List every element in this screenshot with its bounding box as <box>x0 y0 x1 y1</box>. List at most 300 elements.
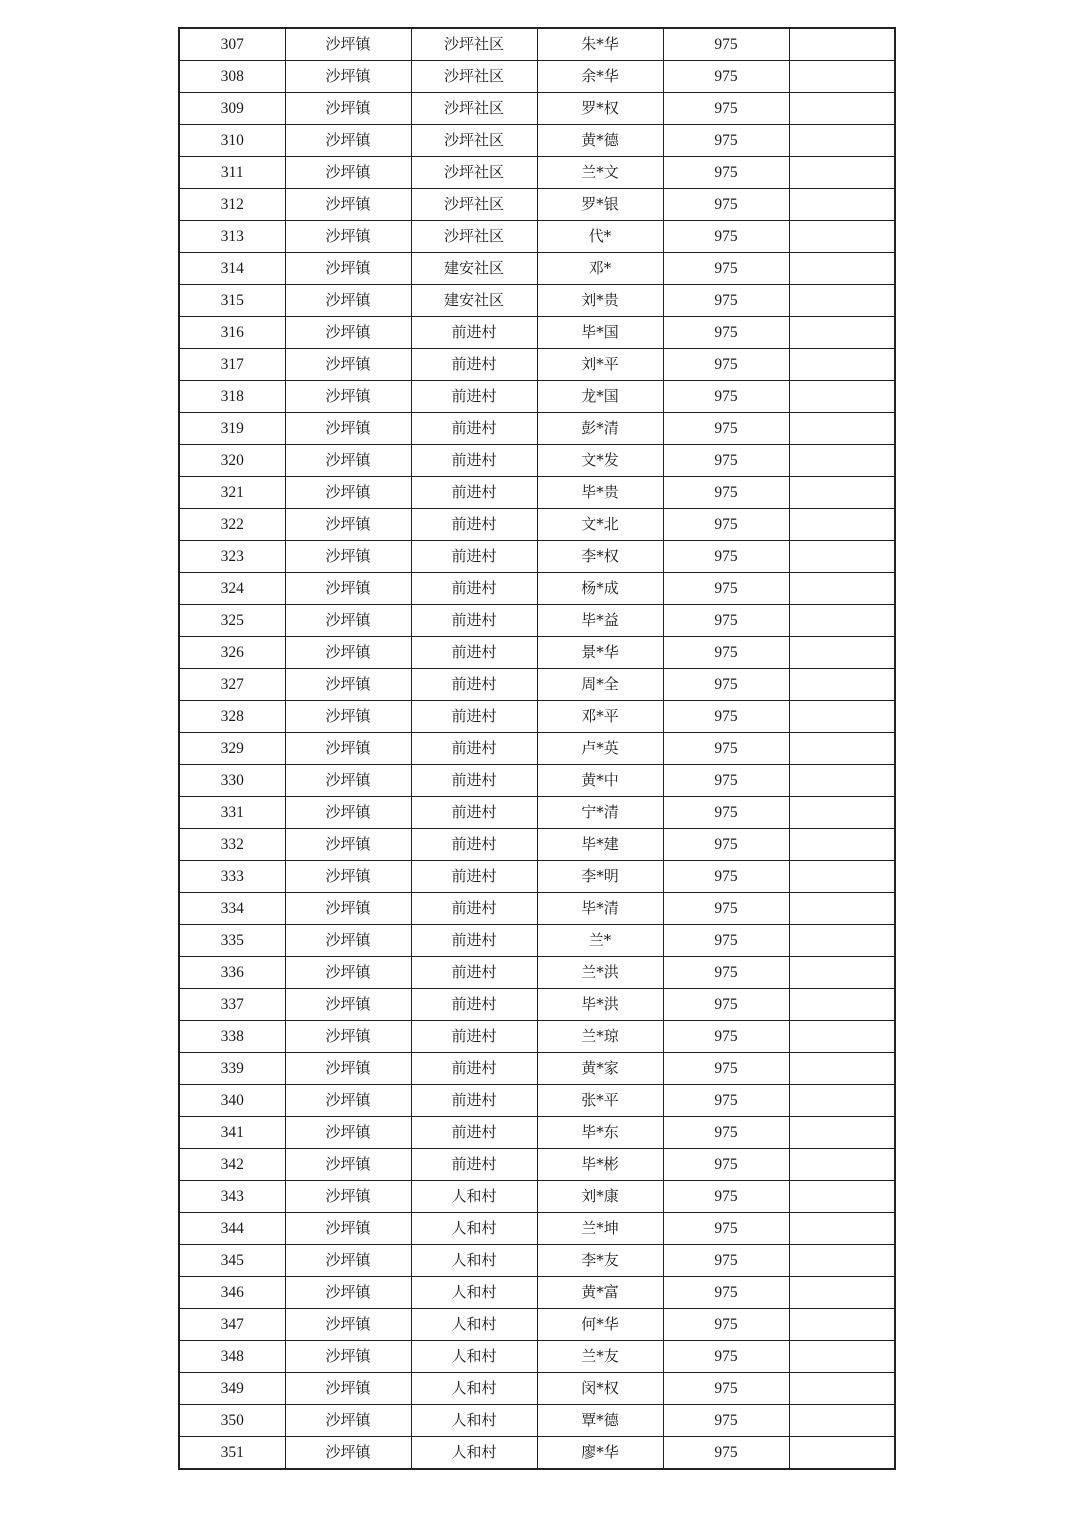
table-row <box>179 349 895 381</box>
table-row <box>179 637 895 669</box>
table-row <box>179 893 895 925</box>
amount-cell: 975 <box>663 765 789 797</box>
amount-cell: 975 <box>663 349 789 381</box>
community-cell: 前进村 <box>411 509 537 541</box>
name-cell: 代* <box>537 221 663 253</box>
row-number-cell: 340 <box>179 1085 285 1117</box>
town-cell: 沙坪镇 <box>285 125 411 157</box>
name-cell: 宁*清 <box>537 797 663 829</box>
amount-cell: 975 <box>663 989 789 1021</box>
row-number-cell: 328 <box>179 701 285 733</box>
table-row <box>179 1437 895 1470</box>
amount-cell: 975 <box>663 413 789 445</box>
name-cell: 彭*清 <box>537 413 663 445</box>
town-cell: 沙坪镇 <box>285 445 411 477</box>
remark-cell <box>789 605 895 637</box>
town-cell: 沙坪镇 <box>285 381 411 413</box>
table-row <box>179 1309 895 1341</box>
name-cell: 刘*平 <box>537 349 663 381</box>
row-number-cell: 313 <box>179 221 285 253</box>
amount-cell: 975 <box>663 157 789 189</box>
amount-cell: 975 <box>663 1085 789 1117</box>
amount-cell: 975 <box>663 1021 789 1053</box>
town-cell: 沙坪镇 <box>285 1117 411 1149</box>
remark-cell <box>789 1245 895 1277</box>
community-cell: 前进村 <box>411 1053 537 1085</box>
community-cell: 前进村 <box>411 765 537 797</box>
name-cell: 毕*国 <box>537 317 663 349</box>
table-row <box>179 1117 895 1149</box>
table-row <box>179 1245 895 1277</box>
remark-cell <box>789 445 895 477</box>
name-cell: 何*华 <box>537 1309 663 1341</box>
remark-cell <box>789 765 895 797</box>
remark-cell <box>789 733 895 765</box>
name-cell: 刘*贵 <box>537 285 663 317</box>
remark-cell <box>789 893 895 925</box>
community-cell: 前进村 <box>411 957 537 989</box>
community-cell: 沙坪社区 <box>411 157 537 189</box>
name-cell: 龙*国 <box>537 381 663 413</box>
town-cell: 沙坪镇 <box>285 61 411 93</box>
table-row <box>179 509 895 541</box>
row-number-cell: 350 <box>179 1405 285 1437</box>
name-cell: 兰*文 <box>537 157 663 189</box>
community-cell: 前进村 <box>411 381 537 413</box>
town-cell: 沙坪镇 <box>285 637 411 669</box>
row-number-cell: 331 <box>179 797 285 829</box>
row-number-cell: 329 <box>179 733 285 765</box>
table-row <box>179 1053 895 1085</box>
remark-cell <box>789 1405 895 1437</box>
community-cell: 前进村 <box>411 1117 537 1149</box>
name-cell: 余*华 <box>537 61 663 93</box>
community-cell: 前进村 <box>411 573 537 605</box>
amount-cell: 975 <box>663 381 789 413</box>
town-cell: 沙坪镇 <box>285 285 411 317</box>
town-cell: 沙坪镇 <box>285 1437 411 1470</box>
name-cell: 毕*彬 <box>537 1149 663 1181</box>
remark-cell <box>789 1309 895 1341</box>
amount-cell: 975 <box>663 509 789 541</box>
community-cell: 人和村 <box>411 1277 537 1309</box>
amount-cell: 975 <box>663 1117 789 1149</box>
town-cell: 沙坪镇 <box>285 93 411 125</box>
name-cell: 邓*平 <box>537 701 663 733</box>
community-cell: 沙坪社区 <box>411 125 537 157</box>
name-cell: 文*北 <box>537 509 663 541</box>
community-cell: 人和村 <box>411 1437 537 1470</box>
amount-cell: 975 <box>663 445 789 477</box>
community-cell: 前进村 <box>411 637 537 669</box>
table-row <box>179 285 895 317</box>
community-cell: 前进村 <box>411 445 537 477</box>
table-row <box>179 1341 895 1373</box>
row-number-cell: 349 <box>179 1373 285 1405</box>
row-number-cell: 317 <box>179 349 285 381</box>
amount-cell: 975 <box>663 701 789 733</box>
roster-table-body <box>179 28 895 1469</box>
remark-cell <box>789 957 895 989</box>
remark-cell <box>789 1053 895 1085</box>
name-cell: 兰*洪 <box>537 957 663 989</box>
town-cell: 沙坪镇 <box>285 733 411 765</box>
community-cell: 人和村 <box>411 1181 537 1213</box>
community-cell: 前进村 <box>411 477 537 509</box>
row-number-cell: 342 <box>179 1149 285 1181</box>
amount-cell: 975 <box>663 1341 789 1373</box>
amount-cell: 975 <box>663 829 789 861</box>
table-row <box>179 989 895 1021</box>
community-cell: 前进村 <box>411 925 537 957</box>
table-row <box>179 445 895 477</box>
community-cell: 前进村 <box>411 829 537 861</box>
remark-cell <box>789 349 895 381</box>
community-cell: 前进村 <box>411 541 537 573</box>
row-number-cell: 345 <box>179 1245 285 1277</box>
row-number-cell: 307 <box>179 28 285 61</box>
amount-cell: 975 <box>663 93 789 125</box>
community-cell: 前进村 <box>411 701 537 733</box>
name-cell: 覃*德 <box>537 1405 663 1437</box>
community-cell: 前进村 <box>411 317 537 349</box>
town-cell: 沙坪镇 <box>285 701 411 733</box>
town-cell: 沙坪镇 <box>285 189 411 221</box>
amount-cell: 975 <box>663 573 789 605</box>
name-cell: 罗*银 <box>537 189 663 221</box>
remark-cell <box>789 925 895 957</box>
community-cell: 前进村 <box>411 1149 537 1181</box>
name-cell: 刘*康 <box>537 1181 663 1213</box>
name-cell: 闵*权 <box>537 1373 663 1405</box>
row-number-cell: 308 <box>179 61 285 93</box>
community-cell: 人和村 <box>411 1213 537 1245</box>
town-cell: 沙坪镇 <box>285 509 411 541</box>
table-row <box>179 1149 895 1181</box>
amount-cell: 975 <box>663 125 789 157</box>
town-cell: 沙坪镇 <box>285 925 411 957</box>
town-cell: 沙坪镇 <box>285 829 411 861</box>
town-cell: 沙坪镇 <box>285 1053 411 1085</box>
name-cell: 黄*家 <box>537 1053 663 1085</box>
amount-cell: 975 <box>663 797 789 829</box>
community-cell: 前进村 <box>411 605 537 637</box>
row-number-cell: 337 <box>179 989 285 1021</box>
amount-cell: 975 <box>663 861 789 893</box>
remark-cell <box>789 861 895 893</box>
amount-cell: 975 <box>663 1245 789 1277</box>
table-row <box>179 189 895 221</box>
town-cell: 沙坪镇 <box>285 797 411 829</box>
row-number-cell: 346 <box>179 1277 285 1309</box>
row-number-cell: 336 <box>179 957 285 989</box>
remark-cell <box>789 541 895 573</box>
row-number-cell: 320 <box>179 445 285 477</box>
table-row <box>179 477 895 509</box>
amount-cell: 975 <box>663 1213 789 1245</box>
town-cell: 沙坪镇 <box>285 253 411 285</box>
row-number-cell: 335 <box>179 925 285 957</box>
table-row <box>179 317 895 349</box>
remark-cell <box>789 285 895 317</box>
amount-cell: 975 <box>663 253 789 285</box>
community-cell: 建安社区 <box>411 253 537 285</box>
row-number-cell: 309 <box>179 93 285 125</box>
name-cell: 张*平 <box>537 1085 663 1117</box>
row-number-cell: 338 <box>179 1021 285 1053</box>
amount-cell: 975 <box>663 1181 789 1213</box>
row-number-cell: 310 <box>179 125 285 157</box>
row-number-cell: 330 <box>179 765 285 797</box>
remark-cell <box>789 1437 895 1470</box>
remark-cell <box>789 189 895 221</box>
row-number-cell: 319 <box>179 413 285 445</box>
name-cell: 毕*洪 <box>537 989 663 1021</box>
remark-cell <box>789 637 895 669</box>
table-row <box>179 541 895 573</box>
table-row <box>179 957 895 989</box>
roster-table <box>178 27 896 1470</box>
remark-cell <box>789 1213 895 1245</box>
table-row <box>179 573 895 605</box>
row-number-cell: 325 <box>179 605 285 637</box>
town-cell: 沙坪镇 <box>285 157 411 189</box>
amount-cell: 975 <box>663 28 789 61</box>
amount-cell: 975 <box>663 957 789 989</box>
remark-cell <box>789 317 895 349</box>
table-row <box>179 28 895 61</box>
remark-cell <box>789 381 895 413</box>
row-number-cell: 339 <box>179 1053 285 1085</box>
remark-cell <box>789 1341 895 1373</box>
town-cell: 沙坪镇 <box>285 1405 411 1437</box>
amount-cell: 975 <box>663 925 789 957</box>
table-row <box>179 1021 895 1053</box>
community-cell: 沙坪社区 <box>411 61 537 93</box>
name-cell: 朱*华 <box>537 28 663 61</box>
community-cell: 人和村 <box>411 1309 537 1341</box>
remark-cell <box>789 413 895 445</box>
town-cell: 沙坪镇 <box>285 1309 411 1341</box>
community-cell: 人和村 <box>411 1245 537 1277</box>
community-cell: 前进村 <box>411 349 537 381</box>
table-row <box>179 1405 895 1437</box>
name-cell: 杨*成 <box>537 573 663 605</box>
name-cell: 景*华 <box>537 637 663 669</box>
community-cell: 前进村 <box>411 1021 537 1053</box>
table-row <box>179 1181 895 1213</box>
row-number-cell: 321 <box>179 477 285 509</box>
amount-cell: 975 <box>663 1437 789 1470</box>
table-row <box>179 797 895 829</box>
name-cell: 黄*德 <box>537 125 663 157</box>
amount-cell: 975 <box>663 1373 789 1405</box>
town-cell: 沙坪镇 <box>285 1341 411 1373</box>
table-row <box>179 1277 895 1309</box>
community-cell: 前进村 <box>411 893 537 925</box>
table-row <box>179 413 895 445</box>
name-cell: 李*明 <box>537 861 663 893</box>
town-cell: 沙坪镇 <box>285 1021 411 1053</box>
row-number-cell: 318 <box>179 381 285 413</box>
row-number-cell: 326 <box>179 637 285 669</box>
town-cell: 沙坪镇 <box>285 1181 411 1213</box>
amount-cell: 975 <box>663 477 789 509</box>
remark-cell <box>789 1373 895 1405</box>
row-number-cell: 344 <box>179 1213 285 1245</box>
row-number-cell: 334 <box>179 893 285 925</box>
name-cell: 李*友 <box>537 1245 663 1277</box>
town-cell: 沙坪镇 <box>285 1373 411 1405</box>
name-cell: 毕*清 <box>537 893 663 925</box>
amount-cell: 975 <box>663 317 789 349</box>
community-cell: 前进村 <box>411 413 537 445</box>
amount-cell: 975 <box>663 1309 789 1341</box>
community-cell: 前进村 <box>411 733 537 765</box>
amount-cell: 975 <box>663 541 789 573</box>
name-cell: 兰*友 <box>537 1341 663 1373</box>
town-cell: 沙坪镇 <box>285 1149 411 1181</box>
remark-cell <box>789 93 895 125</box>
table-row <box>179 125 895 157</box>
table-row <box>179 829 895 861</box>
row-number-cell: 351 <box>179 1437 285 1470</box>
row-number-cell: 324 <box>179 573 285 605</box>
remark-cell <box>789 477 895 509</box>
remark-cell <box>789 1181 895 1213</box>
community-cell: 沙坪社区 <box>411 189 537 221</box>
row-number-cell: 333 <box>179 861 285 893</box>
amount-cell: 975 <box>663 61 789 93</box>
table-row <box>179 733 895 765</box>
name-cell: 兰* <box>537 925 663 957</box>
name-cell: 邓* <box>537 253 663 285</box>
table-row <box>179 221 895 253</box>
town-cell: 沙坪镇 <box>285 989 411 1021</box>
remark-cell <box>789 157 895 189</box>
community-cell: 沙坪社区 <box>411 93 537 125</box>
community-cell: 人和村 <box>411 1373 537 1405</box>
town-cell: 沙坪镇 <box>285 605 411 637</box>
amount-cell: 975 <box>663 733 789 765</box>
name-cell: 李*权 <box>537 541 663 573</box>
town-cell: 沙坪镇 <box>285 349 411 381</box>
name-cell: 黄*中 <box>537 765 663 797</box>
row-number-cell: 314 <box>179 253 285 285</box>
remark-cell <box>789 701 895 733</box>
remark-cell <box>789 28 895 61</box>
amount-cell: 975 <box>663 669 789 701</box>
town-cell: 沙坪镇 <box>285 669 411 701</box>
name-cell: 文*发 <box>537 445 663 477</box>
town-cell: 沙坪镇 <box>285 1277 411 1309</box>
town-cell: 沙坪镇 <box>285 28 411 61</box>
remark-cell <box>789 797 895 829</box>
name-cell: 毕*贵 <box>537 477 663 509</box>
name-cell: 黄*富 <box>537 1277 663 1309</box>
town-cell: 沙坪镇 <box>285 861 411 893</box>
row-number-cell: 315 <box>179 285 285 317</box>
table-row <box>179 765 895 797</box>
table-row <box>179 157 895 189</box>
town-cell: 沙坪镇 <box>285 1245 411 1277</box>
remark-cell <box>789 509 895 541</box>
name-cell: 毕*东 <box>537 1117 663 1149</box>
table-row <box>179 253 895 285</box>
row-number-cell: 311 <box>179 157 285 189</box>
town-cell: 沙坪镇 <box>285 221 411 253</box>
amount-cell: 975 <box>663 221 789 253</box>
remark-cell <box>789 829 895 861</box>
amount-cell: 975 <box>663 605 789 637</box>
row-number-cell: 332 <box>179 829 285 861</box>
row-number-cell: 323 <box>179 541 285 573</box>
amount-cell: 975 <box>663 1277 789 1309</box>
community-cell: 前进村 <box>411 861 537 893</box>
town-cell: 沙坪镇 <box>285 1213 411 1245</box>
row-number-cell: 312 <box>179 189 285 221</box>
table-row <box>179 701 895 733</box>
remark-cell <box>789 221 895 253</box>
remark-cell <box>789 253 895 285</box>
remark-cell <box>789 1149 895 1181</box>
row-number-cell: 348 <box>179 1341 285 1373</box>
remark-cell <box>789 125 895 157</box>
name-cell: 廖*华 <box>537 1437 663 1470</box>
table-row <box>179 669 895 701</box>
name-cell: 毕*建 <box>537 829 663 861</box>
community-cell: 前进村 <box>411 797 537 829</box>
town-cell: 沙坪镇 <box>285 957 411 989</box>
name-cell: 卢*英 <box>537 733 663 765</box>
remark-cell <box>789 1085 895 1117</box>
town-cell: 沙坪镇 <box>285 765 411 797</box>
row-number-cell: 316 <box>179 317 285 349</box>
remark-cell <box>789 573 895 605</box>
community-cell: 人和村 <box>411 1341 537 1373</box>
town-cell: 沙坪镇 <box>285 413 411 445</box>
remark-cell <box>789 61 895 93</box>
name-cell: 罗*权 <box>537 93 663 125</box>
town-cell: 沙坪镇 <box>285 573 411 605</box>
remark-cell <box>789 1117 895 1149</box>
table-row <box>179 861 895 893</box>
community-cell: 前进村 <box>411 989 537 1021</box>
row-number-cell: 343 <box>179 1181 285 1213</box>
community-cell: 沙坪社区 <box>411 221 537 253</box>
remark-cell <box>789 1277 895 1309</box>
community-cell: 前进村 <box>411 669 537 701</box>
row-number-cell: 347 <box>179 1309 285 1341</box>
table-row <box>179 605 895 637</box>
amount-cell: 975 <box>663 1053 789 1085</box>
table-row <box>179 381 895 413</box>
table-row <box>179 61 895 93</box>
town-cell: 沙坪镇 <box>285 1085 411 1117</box>
table-row <box>179 925 895 957</box>
row-number-cell: 322 <box>179 509 285 541</box>
row-number-cell: 341 <box>179 1117 285 1149</box>
row-number-cell: 327 <box>179 669 285 701</box>
remark-cell <box>789 989 895 1021</box>
name-cell: 兰*坤 <box>537 1213 663 1245</box>
amount-cell: 975 <box>663 1405 789 1437</box>
remark-cell <box>789 669 895 701</box>
remark-cell <box>789 1021 895 1053</box>
community-cell: 沙坪社区 <box>411 28 537 61</box>
amount-cell: 975 <box>663 1149 789 1181</box>
amount-cell: 975 <box>663 189 789 221</box>
